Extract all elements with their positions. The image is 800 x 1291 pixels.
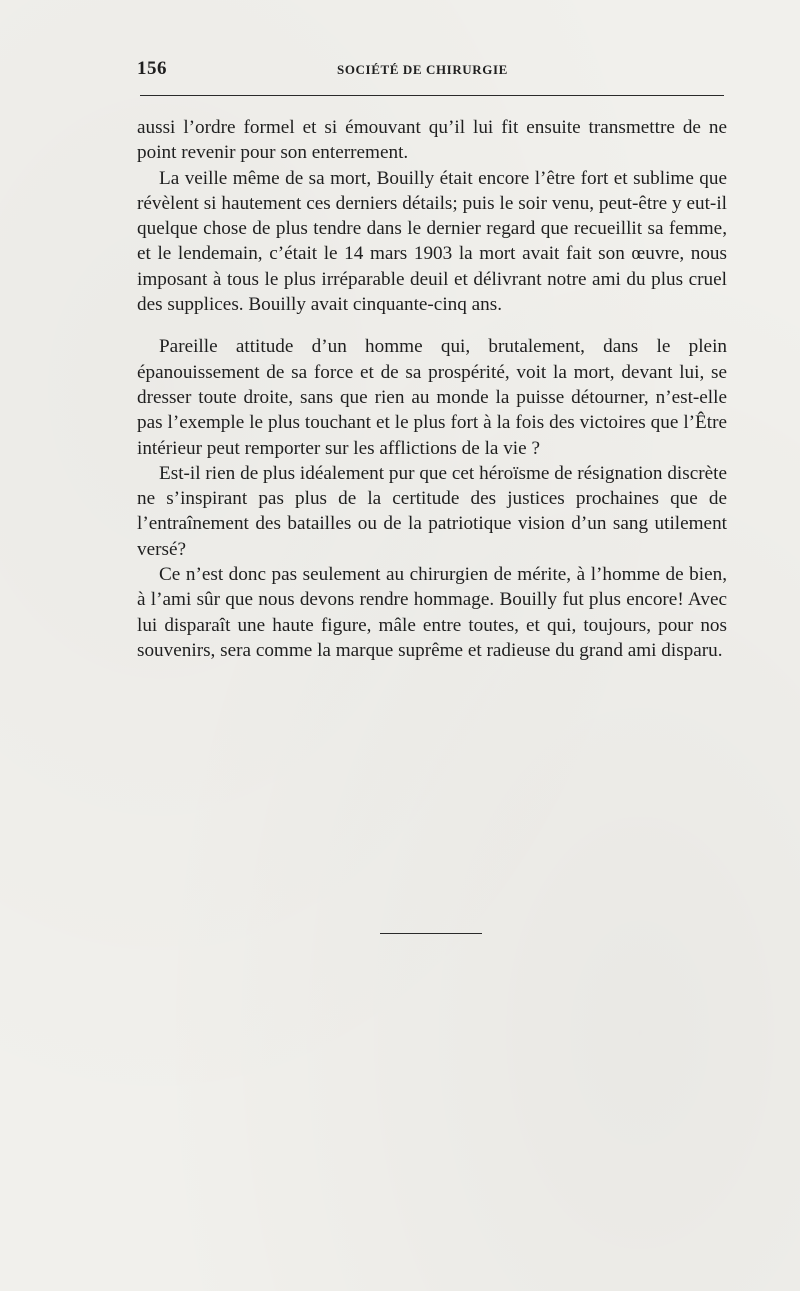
- page-number: 156: [137, 58, 167, 79]
- end-rule: [380, 933, 482, 934]
- running-head: SOCIÉTÉ DE CHIRURGIE: [337, 62, 508, 77]
- body-text: [137, 115, 727, 663]
- paragraph: Pareille attitude d’un homme qui, brutalement, dans le plein épanouissement de sa force et de sa prospérité, voit la mort, devant lui, se dresser toute droite, sans que rien au monde la puisse détourner, n’est-elle pas l’exemple le plus touchant et le plus fort à la fois des victoires que l’Être intérieur peut remporter sur les afflictions de la vie ?: [137, 336, 727, 459]
- header-rule: [140, 95, 724, 96]
- paragraph: Ce n’est donc pas seulement au chirurgien de mérite, à l’homme de bien, à l’ami sûr que nous devons rendre hommage. Bouilly fut plus encore! Avec lui disparaît une haute figure, mâle entre toutes, et qui, toujours, pour nos souvenirs, sera comme la marque suprême et radieuse du grand ami disparu.: [137, 564, 727, 661]
- paragraph: Est-il rien de plus idéalement pur que cet héroïsme de résignation discrète ne s’inspirant pas plus de la certitude des justices prochaines que de l’entraînement des batailles ou de la patriotique vision d’un sang utilement versé?: [137, 462, 727, 560]
- paragraph-continuation: aussi l’ordre formel et si émouvant qu’il lui fit ensuite transmettre de ne point revenir pour son enterrement.: [137, 117, 727, 164]
- paragraph: La veille même de sa mort, Bouilly était encore l’être fort et sublime que révèlent si hautement ces derniers détails; puis le soir venu, peut-être y eut-il quelque chose de plus tendre dans le dernier regard que recueillit sa femme, et le lendemain, c’était le 14 mars 1903 la mort avait fait son œuvre, nous imposant à tous le plus irréparable deuil et délivrant notre ami du plus cruel des supplices. Bouilly avait cinquante-cinq ans.: [137, 167, 727, 316]
- page-header: [137, 58, 727, 86]
